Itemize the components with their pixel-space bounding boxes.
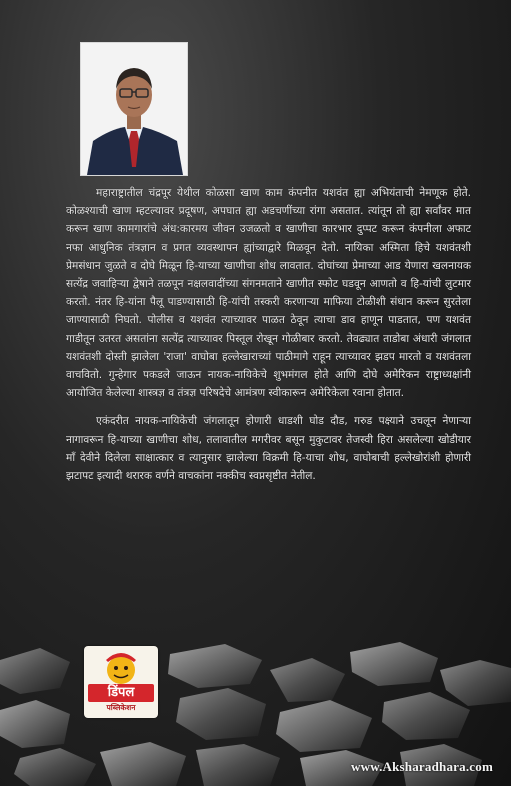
blurb-paragraph-2: एकंदरीत नायक-नायिकेची जंगलातून होणारी धाडशी घोड दौड, गरुड पक्ष्याने उचलून नेणाऱ्या नागावरून हि-याच्या खाणीचा शोध, तलावातील मगरीवर बसून मुकुटावर तेजस्वी हिरा असलेल्या खोडीयार माँ देवीने दिलेला साक्षात्कार व त्यानुसार झालेल्या विक्रमी हि-याचा शोध, वाघोबाची हल्लेखोरांशी होणारी झटापट इत्यादी थरारक वर्णने वाचकांना नक्कीच स्वप्नसृष्टीत नेतील. (66, 415, 471, 483)
blurb-paragraph-1: महाराष्ट्रातील चंद्रपूर येथील कोळसा खाण काम कंपनीत यशवंत ह्या अभियंताची नेमणूक होते. कोळश्याची खाण म्हटल्यावर प्रदूषण, अपघात ह्या अडचणींच्या रांगा असतात. त्यांतून तो ह्या सर्वांवर मात करून खाण कामगारांचे अंध:कारमय जीवन उजळतो व खाणीचा कारभार दुप्पट करून कंपनीला अफाट नफा आधुनिक तंत्रज्ञान व प्रगत व्यवस्थापन ह्यांच्याद्वारे मिळवून देतो. नायिका अस्मिता हिचे यशवंतशी प्रेमसंधान जुळते व दोघे मिळून हि-याच्या खाणीचा शोध लावतात. दोघांच्या प्रेमाच्या आड येणारा खलनायक सत्येंद्र जवाहिऱ्या द्वेषाने तळपून नक्षलवादींच्या संगनमताने खाणीत स्फोट घडवून आणतो व हि-यांची लुटमार करतो. नंतर हि-यांना पैलू पाडण्यासाठी हि-यांची तस्करी करणाऱ्या माफिया टोळीशी संधान करून सुरतेला जाण्यासाठी निघतो. पोलीस व यशवंत त्याच्यावर पाळत ठेवून त्याचा डाव हाणून पाडतात, पण यशवंत गाडीतून उतरत असतांना सत्येंद्र त्याच्यावर पिस्तूल रोखून गोळीबार करतो. तेवढ्यात ताडोबा अंधारी जंगलात यशवंतशी दोस्ती झालेला 'राजा' वाघोबा हल्लेखाराच्यां पाठीमागे राहून त्याच्यावर झडप मारतो व यशवंतला वाचवितो. गुन्हेगार पकडले जाऊन नायक-नायिकेचे शुभमंगल होते आणि दोघे अमेरिकन राष्ट्राध्यक्षांनी आयोजित केलेल्या शास्त्रज्ञ व तंत्रज्ञ परिषदेचे आमंत्रण स्वीकारून अमेरिकेला रवाना होतात. (66, 187, 471, 400)
publisher-logo (84, 646, 158, 718)
website-url: www.Aksharadhara.com (351, 759, 493, 774)
author-photo (80, 42, 188, 176)
publisher-mascot-icon (84, 646, 158, 686)
book-blurb (66, 184, 471, 485)
publisher-subtitle: पब्लिकेशन (106, 703, 136, 712)
publisher-name: डिंपल (88, 684, 154, 702)
